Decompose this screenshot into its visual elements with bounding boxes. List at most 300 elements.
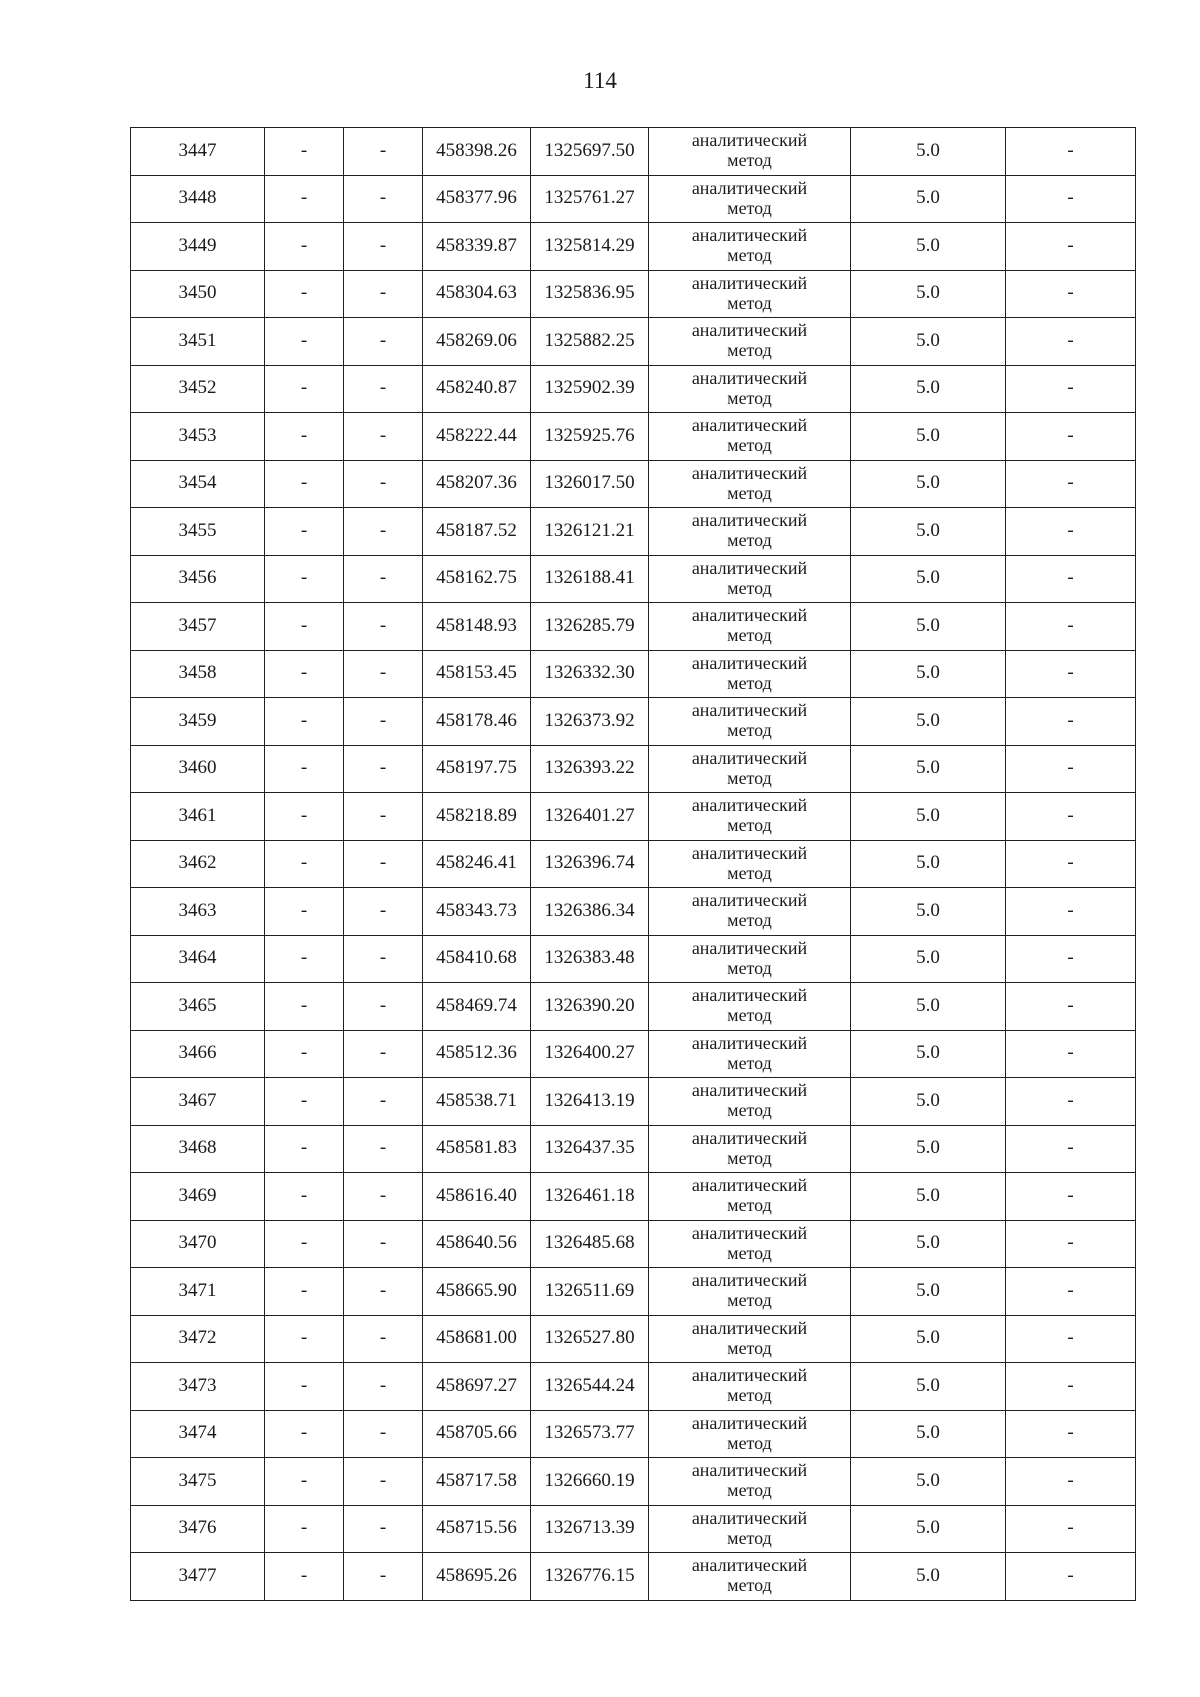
y-coordinate-cell: 1325814.29 <box>531 223 649 271</box>
method-line-1: аналитический <box>691 415 808 436</box>
method-line-1: аналитический <box>691 1032 808 1053</box>
x-coordinate-cell: 458246.41 <box>423 840 531 888</box>
dash-cell: - <box>344 745 423 793</box>
precision-cell: 5.0 <box>851 1173 1006 1221</box>
x-coordinate-cell: 458178.46 <box>423 698 531 746</box>
x-coordinate-cell: 458410.68 <box>423 935 531 983</box>
dash-cell: - <box>344 1553 423 1601</box>
point-number-cell: 3464 <box>131 935 265 983</box>
dash-cell: - <box>344 365 423 413</box>
method-line-1: аналитический <box>691 320 808 341</box>
y-coordinate-cell: 1325902.39 <box>531 365 649 413</box>
method-line-2: метод <box>727 530 772 551</box>
table-row <box>131 1268 1136 1316</box>
x-coordinate-cell: 458240.87 <box>423 365 531 413</box>
method-line-2: метод <box>727 1385 772 1406</box>
method-cell <box>649 1220 851 1268</box>
x-coordinate-cell: 458377.96 <box>423 175 531 223</box>
method-cell <box>649 650 851 698</box>
precision-cell: 5.0 <box>851 1553 1006 1601</box>
table-row <box>131 793 1136 841</box>
x-coordinate-cell: 458162.75 <box>423 555 531 603</box>
dash-cell: - <box>265 1363 344 1411</box>
dash-cell: - <box>265 935 344 983</box>
method-line-1: аналитический <box>691 1127 808 1148</box>
method-line-2: метод <box>727 910 772 931</box>
dash-cell: - <box>1006 840 1136 888</box>
method-line-2: метод <box>727 1432 772 1453</box>
method-line-1: аналитический <box>691 747 808 768</box>
precision-cell: 5.0 <box>851 365 1006 413</box>
precision-cell: 5.0 <box>851 175 1006 223</box>
point-number-cell: 3453 <box>131 413 265 461</box>
dash-cell: - <box>344 1268 423 1316</box>
dash-cell: - <box>344 555 423 603</box>
dash-cell: - <box>344 508 423 556</box>
point-number-cell: 3477 <box>131 1553 265 1601</box>
dash-cell: - <box>265 793 344 841</box>
method-line-1: аналитический <box>691 1365 808 1386</box>
y-coordinate-cell: 1326396.74 <box>531 840 649 888</box>
table-row <box>131 983 1136 1031</box>
precision-cell: 5.0 <box>851 1505 1006 1553</box>
dash-cell: - <box>1006 1030 1136 1078</box>
point-number-cell: 3473 <box>131 1363 265 1411</box>
method-line-2: метод <box>727 1480 772 1501</box>
dash-cell: - <box>265 1268 344 1316</box>
dash-cell: - <box>1006 128 1136 176</box>
point-number-cell: 3472 <box>131 1315 265 1363</box>
point-number-cell: 3465 <box>131 983 265 1031</box>
table-row <box>131 1173 1136 1221</box>
dash-cell: - <box>1006 318 1136 366</box>
method-cell <box>649 1030 851 1078</box>
dash-cell: - <box>265 1220 344 1268</box>
table-row <box>131 1553 1136 1601</box>
point-number-cell: 3449 <box>131 223 265 271</box>
point-number-cell: 3452 <box>131 365 265 413</box>
dash-cell: - <box>344 935 423 983</box>
dash-cell: - <box>1006 1315 1136 1363</box>
dash-cell: - <box>1006 793 1136 841</box>
method-line-1: аналитический <box>691 795 808 816</box>
dash-cell: - <box>265 1458 344 1506</box>
y-coordinate-cell: 1326660.19 <box>531 1458 649 1506</box>
method-line-2: метод <box>727 1242 772 1263</box>
table-row <box>131 745 1136 793</box>
dash-cell: - <box>1006 1553 1136 1601</box>
dash-cell: - <box>344 1363 423 1411</box>
precision-cell: 5.0 <box>851 1268 1006 1316</box>
y-coordinate-cell: 1326527.80 <box>531 1315 649 1363</box>
dash-cell: - <box>265 413 344 461</box>
method-line-1: аналитический <box>691 462 808 483</box>
y-coordinate-cell: 1326401.27 <box>531 793 649 841</box>
point-number-cell: 3447 <box>131 128 265 176</box>
precision-cell: 5.0 <box>851 698 1006 746</box>
dash-cell: - <box>265 1553 344 1601</box>
method-cell <box>649 888 851 936</box>
method-cell <box>649 1553 851 1601</box>
method-cell <box>649 413 851 461</box>
table-row <box>131 318 1136 366</box>
method-cell <box>649 935 851 983</box>
method-line-2: метод <box>727 625 772 646</box>
table-row <box>131 413 1136 461</box>
point-number-cell: 3468 <box>131 1125 265 1173</box>
point-number-cell: 3476 <box>131 1505 265 1553</box>
x-coordinate-cell: 458538.71 <box>423 1078 531 1126</box>
table-row <box>131 1458 1136 1506</box>
table-row <box>131 175 1136 223</box>
method-cell <box>649 603 851 651</box>
dash-cell: - <box>344 1505 423 1553</box>
dash-cell: - <box>1006 1173 1136 1221</box>
x-coordinate-cell: 458681.00 <box>423 1315 531 1363</box>
method-cell <box>649 555 851 603</box>
precision-cell: 5.0 <box>851 840 1006 888</box>
point-number-cell: 3454 <box>131 460 265 508</box>
dash-cell: - <box>265 223 344 271</box>
dash-cell: - <box>1006 1505 1136 1553</box>
dash-cell: - <box>1006 413 1136 461</box>
x-coordinate-cell: 458304.63 <box>423 270 531 318</box>
x-coordinate-cell: 458222.44 <box>423 413 531 461</box>
y-coordinate-cell: 1325882.25 <box>531 318 649 366</box>
method-cell <box>649 365 851 413</box>
dash-cell: - <box>1006 1410 1136 1458</box>
dash-cell: - <box>344 1125 423 1173</box>
y-coordinate-cell: 1326373.92 <box>531 698 649 746</box>
x-coordinate-cell: 458269.06 <box>423 318 531 366</box>
method-cell <box>649 318 851 366</box>
dash-cell: - <box>1006 1220 1136 1268</box>
method-cell <box>649 983 851 1031</box>
method-line-2: метод <box>727 245 772 266</box>
y-coordinate-cell: 1326390.20 <box>531 983 649 1031</box>
method-cell <box>649 508 851 556</box>
method-cell <box>649 1125 851 1173</box>
dash-cell: - <box>344 983 423 1031</box>
method-line-2: метод <box>727 1100 772 1121</box>
dash-cell: - <box>265 270 344 318</box>
dash-cell: - <box>344 603 423 651</box>
point-number-cell: 3474 <box>131 1410 265 1458</box>
dash-cell: - <box>1006 460 1136 508</box>
y-coordinate-cell: 1326383.48 <box>531 935 649 983</box>
x-coordinate-cell: 458148.93 <box>423 603 531 651</box>
dash-cell: - <box>344 1220 423 1268</box>
table-row <box>131 270 1136 318</box>
point-number-cell: 3460 <box>131 745 265 793</box>
method-line-2: метод <box>727 1195 772 1216</box>
dash-cell: - <box>265 745 344 793</box>
y-coordinate-cell: 1326017.50 <box>531 460 649 508</box>
dash-cell: - <box>1006 603 1136 651</box>
method-cell <box>649 745 851 793</box>
dash-cell: - <box>265 603 344 651</box>
x-coordinate-cell: 458187.52 <box>423 508 531 556</box>
dash-cell: - <box>1006 175 1136 223</box>
method-line-1: аналитический <box>691 272 808 293</box>
dash-cell: - <box>265 698 344 746</box>
table-row <box>131 650 1136 698</box>
method-line-1: аналитический <box>691 700 808 721</box>
method-line-2: метод <box>727 862 772 883</box>
method-line-2: метод <box>727 482 772 503</box>
dash-cell: - <box>344 1173 423 1221</box>
point-number-cell: 3457 <box>131 603 265 651</box>
page-number: 114 <box>583 68 617 93</box>
method-line-2: метод <box>727 1527 772 1548</box>
point-number-cell: 3459 <box>131 698 265 746</box>
table-row <box>131 555 1136 603</box>
coordinates-table <box>130 127 1136 1601</box>
dash-cell: - <box>344 270 423 318</box>
x-coordinate-cell: 458207.36 <box>423 460 531 508</box>
y-coordinate-cell: 1326285.79 <box>531 603 649 651</box>
x-coordinate-cell: 458512.36 <box>423 1030 531 1078</box>
precision-cell: 5.0 <box>851 270 1006 318</box>
point-number-cell: 3451 <box>131 318 265 366</box>
y-coordinate-cell: 1326485.68 <box>531 1220 649 1268</box>
table-row <box>131 1363 1136 1411</box>
dash-cell: - <box>1006 935 1136 983</box>
x-coordinate-cell: 458343.73 <box>423 888 531 936</box>
dash-cell: - <box>1006 1078 1136 1126</box>
method-line-1: аналитический <box>691 652 808 673</box>
precision-cell: 5.0 <box>851 888 1006 936</box>
method-line-2: метод <box>727 1005 772 1026</box>
method-line-1: аналитический <box>691 177 808 198</box>
x-coordinate-cell: 458705.66 <box>423 1410 531 1458</box>
method-line-2: метод <box>727 435 772 456</box>
y-coordinate-cell: 1326413.19 <box>531 1078 649 1126</box>
table-row <box>131 223 1136 271</box>
method-line-1: аналитический <box>691 1555 808 1576</box>
x-coordinate-cell: 458715.56 <box>423 1505 531 1553</box>
precision-cell: 5.0 <box>851 1125 1006 1173</box>
dash-cell: - <box>1006 365 1136 413</box>
precision-cell: 5.0 <box>851 1458 1006 1506</box>
dash-cell: - <box>1006 650 1136 698</box>
method-cell <box>649 1173 851 1221</box>
dash-cell: - <box>265 983 344 1031</box>
method-line-2: метод <box>727 150 772 171</box>
dash-cell: - <box>344 1315 423 1363</box>
method-line-2: метод <box>727 1337 772 1358</box>
precision-cell: 5.0 <box>851 650 1006 698</box>
precision-cell: 5.0 <box>851 460 1006 508</box>
dash-cell: - <box>344 1030 423 1078</box>
point-number-cell: 3470 <box>131 1220 265 1268</box>
point-number-cell: 3455 <box>131 508 265 556</box>
table-row <box>131 1078 1136 1126</box>
method-cell <box>649 223 851 271</box>
dash-cell: - <box>1006 1268 1136 1316</box>
method-line-1: аналитический <box>691 1412 808 1433</box>
dash-cell: - <box>265 555 344 603</box>
method-line-2: метод <box>727 1575 772 1596</box>
method-line-2: метод <box>727 672 772 693</box>
method-line-1: аналитический <box>691 1222 808 1243</box>
point-number-cell: 3469 <box>131 1173 265 1221</box>
x-coordinate-cell: 458197.75 <box>423 745 531 793</box>
table-row <box>131 460 1136 508</box>
point-number-cell: 3467 <box>131 1078 265 1126</box>
precision-cell: 5.0 <box>851 555 1006 603</box>
y-coordinate-cell: 1325697.50 <box>531 128 649 176</box>
dash-cell: - <box>265 365 344 413</box>
precision-cell: 5.0 <box>851 793 1006 841</box>
table-row <box>131 1315 1136 1363</box>
method-line-1: аналитический <box>691 605 808 626</box>
y-coordinate-cell: 1325761.27 <box>531 175 649 223</box>
point-number-cell: 3461 <box>131 793 265 841</box>
method-line-2: метод <box>727 340 772 361</box>
table-row <box>131 935 1136 983</box>
x-coordinate-cell: 458469.74 <box>423 983 531 1031</box>
dash-cell: - <box>265 1410 344 1458</box>
y-coordinate-cell: 1326461.18 <box>531 1173 649 1221</box>
dash-cell: - <box>265 1125 344 1173</box>
method-cell <box>649 840 851 888</box>
method-cell <box>649 1505 851 1553</box>
x-coordinate-cell: 458695.26 <box>423 1553 531 1601</box>
x-coordinate-cell: 458665.90 <box>423 1268 531 1316</box>
dash-cell: - <box>344 223 423 271</box>
dash-cell: - <box>1006 270 1136 318</box>
dash-cell: - <box>344 793 423 841</box>
table-row <box>131 1030 1136 1078</box>
method-cell <box>649 1078 851 1126</box>
dash-cell: - <box>265 888 344 936</box>
method-line-1: аналитический <box>691 510 808 531</box>
precision-cell: 5.0 <box>851 983 1006 1031</box>
precision-cell: 5.0 <box>851 1315 1006 1363</box>
method-line-1: аналитический <box>691 1460 808 1481</box>
table-row <box>131 698 1136 746</box>
table-row <box>131 1505 1136 1553</box>
point-number-cell: 3448 <box>131 175 265 223</box>
method-line-2: метод <box>727 767 772 788</box>
method-cell <box>649 698 851 746</box>
method-line-1: аналитический <box>691 130 808 151</box>
method-line-1: аналитический <box>691 1317 808 1338</box>
dash-cell: - <box>265 840 344 888</box>
dash-cell: - <box>265 508 344 556</box>
x-coordinate-cell: 458218.89 <box>423 793 531 841</box>
precision-cell: 5.0 <box>851 508 1006 556</box>
x-coordinate-cell: 458616.40 <box>423 1173 531 1221</box>
y-coordinate-cell: 1326511.69 <box>531 1268 649 1316</box>
x-coordinate-cell: 458581.83 <box>423 1125 531 1173</box>
table-body <box>131 128 1136 1601</box>
y-coordinate-cell: 1326393.22 <box>531 745 649 793</box>
dash-cell: - <box>265 175 344 223</box>
dash-cell: - <box>265 1173 344 1221</box>
table-row <box>131 128 1136 176</box>
dash-cell: - <box>344 1078 423 1126</box>
method-line-2: метод <box>727 577 772 598</box>
dash-cell: - <box>265 1078 344 1126</box>
dash-cell: - <box>1006 745 1136 793</box>
dash-cell: - <box>1006 223 1136 271</box>
table-row <box>131 603 1136 651</box>
point-number-cell: 3450 <box>131 270 265 318</box>
method-line-2: метод <box>727 720 772 741</box>
x-coordinate-cell: 458697.27 <box>423 1363 531 1411</box>
y-coordinate-cell: 1326121.21 <box>531 508 649 556</box>
table-row <box>131 1125 1136 1173</box>
dash-cell: - <box>1006 508 1136 556</box>
x-coordinate-cell: 458153.45 <box>423 650 531 698</box>
x-coordinate-cell: 458717.58 <box>423 1458 531 1506</box>
method-line-1: аналитический <box>691 1080 808 1101</box>
dash-cell: - <box>344 128 423 176</box>
point-number-cell: 3463 <box>131 888 265 936</box>
method-line-1: аналитический <box>691 842 808 863</box>
dash-cell: - <box>344 413 423 461</box>
method-line-1: аналитический <box>691 367 808 388</box>
dash-cell: - <box>265 460 344 508</box>
point-number-cell: 3462 <box>131 840 265 888</box>
y-coordinate-cell: 1325836.95 <box>531 270 649 318</box>
method-line-2: метод <box>727 292 772 313</box>
point-number-cell: 3475 <box>131 1458 265 1506</box>
dash-cell: - <box>344 175 423 223</box>
y-coordinate-cell: 1326332.30 <box>531 650 649 698</box>
x-coordinate-cell: 458398.26 <box>423 128 531 176</box>
table-row <box>131 1220 1136 1268</box>
method-line-2: метод <box>727 957 772 978</box>
method-line-1: аналитический <box>691 937 808 958</box>
precision-cell: 5.0 <box>851 413 1006 461</box>
dash-cell: - <box>265 1315 344 1363</box>
y-coordinate-cell: 1326573.77 <box>531 1410 649 1458</box>
y-coordinate-cell: 1326386.34 <box>531 888 649 936</box>
dash-cell: - <box>265 650 344 698</box>
y-coordinate-cell: 1326437.35 <box>531 1125 649 1173</box>
point-number-cell: 3456 <box>131 555 265 603</box>
dash-cell: - <box>344 888 423 936</box>
method-line-1: аналитический <box>691 985 808 1006</box>
precision-cell: 5.0 <box>851 1410 1006 1458</box>
table-row <box>131 508 1136 556</box>
dash-cell: - <box>344 840 423 888</box>
method-line-2: метод <box>727 197 772 218</box>
dash-cell: - <box>344 1458 423 1506</box>
method-line-1: аналитический <box>691 1507 808 1528</box>
method-line-2: метод <box>727 1052 772 1073</box>
method-cell <box>649 460 851 508</box>
method-cell <box>649 128 851 176</box>
method-cell <box>649 1268 851 1316</box>
dash-cell: - <box>1006 1125 1136 1173</box>
method-line-2: метод <box>727 815 772 836</box>
y-coordinate-cell: 1325925.76 <box>531 413 649 461</box>
dash-cell: - <box>344 698 423 746</box>
dash-cell: - <box>1006 983 1136 1031</box>
method-cell <box>649 1315 851 1363</box>
x-coordinate-cell: 458640.56 <box>423 1220 531 1268</box>
method-line-1: аналитический <box>691 890 808 911</box>
method-cell <box>649 1458 851 1506</box>
table-row <box>131 365 1136 413</box>
dash-cell: - <box>265 318 344 366</box>
dash-cell: - <box>344 460 423 508</box>
y-coordinate-cell: 1326400.27 <box>531 1030 649 1078</box>
